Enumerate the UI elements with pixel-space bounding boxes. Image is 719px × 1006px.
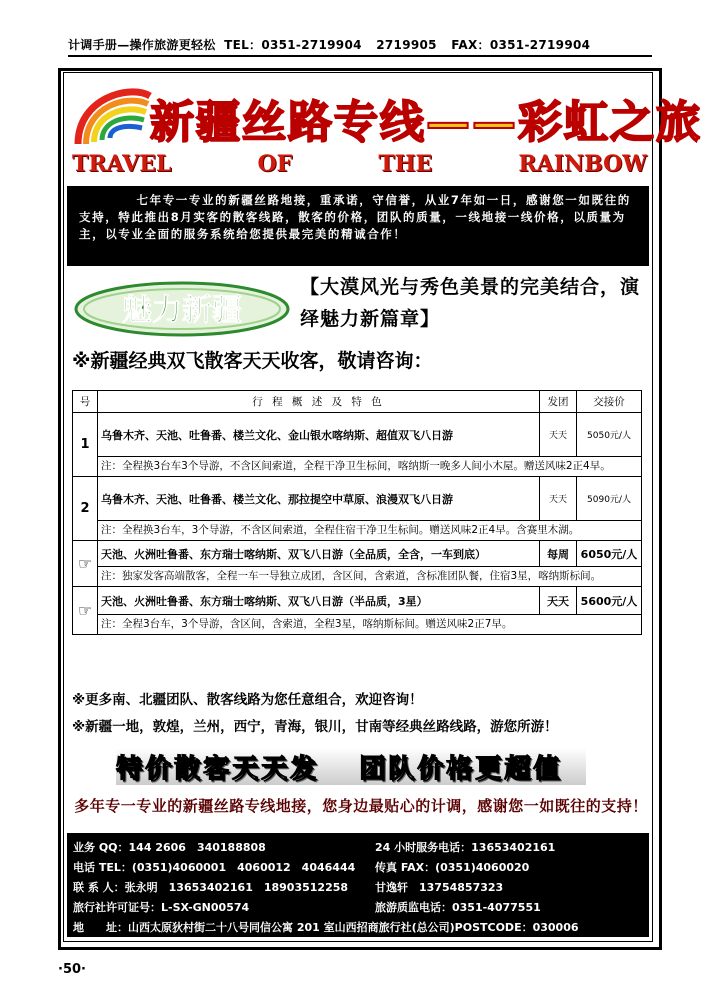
english-title-word: RAINBOW <box>518 151 647 177</box>
promo-banner <box>116 748 586 785</box>
route-departure: 天天 <box>540 477 577 521</box>
pointing-hand-icon: ☞ <box>77 601 93 620</box>
route-note: 注：全程换3台车，3个导游，不含区间索道，全程住宿干净卫生标间。赠送风味2正4早。含赛里木湖。 <box>98 521 642 541</box>
intro-paragraph: 七年专一专业的新疆丝路地接，重承诺，守信誉，从业7年如一日，感谢您一如既往的支持，特此推出8月实客的散客线路，散客的价格，团队的质量，一线地接一线价格，以质量为主，以专业全面的服务系统给您提供最完美的精诚合作！ <box>67 186 649 266</box>
route-price: 5090元/人 <box>577 477 642 521</box>
table-row <box>73 521 642 541</box>
page-number: ·50· <box>58 962 86 977</box>
table-row <box>73 567 642 587</box>
pointing-hand-icon: ☞ <box>77 554 93 573</box>
headline: ※新疆经典双飞散客天天收客，敬请咨询： <box>72 350 433 372</box>
header-tel-label: TEL： <box>224 38 262 52</box>
contact-line: 旅行社许可证号：L-SX-GN00574 <box>73 901 250 914</box>
english-title-word: TRAVEL <box>72 151 172 177</box>
header-fax-label: FAX： <box>451 38 490 52</box>
tips <box>72 687 652 741</box>
route-price: 6050元/人 <box>577 541 642 567</box>
table-row <box>73 587 642 615</box>
tip-line: ※新疆一地，敦煌，兰州，西宁，青海，银川，甘南等经典丝路线路，游您所游！ <box>72 719 558 735</box>
route-marker <box>73 541 98 587</box>
route-name: 天池、火洲吐鲁番、东方瑞士喀纳斯、双飞八日游（半品质，3星） <box>98 587 540 615</box>
route-note: 注：独家发客高端散客，全程一车一导独立成团，含区间，含索道，含标准团队餐，住宿3星，喀纳斯标间。 <box>98 567 642 587</box>
support-line: 多年专一专业的新疆丝路专线地接，您身边最贴心的计调，感谢您一如既往的支持！ <box>74 797 648 815</box>
table-row <box>73 457 642 477</box>
col-no: 号 <box>73 391 98 413</box>
col-departure: 发团 <box>540 391 577 413</box>
promo-text: 团队价格更超值 <box>359 754 563 784</box>
table-row <box>73 413 642 457</box>
route-departure: 天天 <box>540 413 577 457</box>
contact-line: 传真 FAX：(0351)4060020 <box>375 861 530 874</box>
charm-xinjiang-logo <box>72 280 292 338</box>
tip-line: ※更多南、北疆团队、散客线路为您任意组合，欢迎咨询！ <box>72 692 423 708</box>
route-note: 注：全程3台车，3个导游，含区间，含索道，全程3星，喀纳斯标间。赠送风味2正7早。 <box>98 615 642 635</box>
route-marker <box>73 587 98 635</box>
english-title-word: OF <box>257 151 293 177</box>
route-number: 1 <box>73 413 98 477</box>
route-name: 乌鲁木齐、天池、吐鲁番、楼兰文化、金山银水喀纳斯、超值双飞八日游 <box>98 413 540 457</box>
contact-line: 24 小时服务电话：13653402161 <box>375 841 556 854</box>
table-row <box>73 477 642 521</box>
header-tel2: 2719905 <box>376 38 437 52</box>
header-fax: 0351-2719904 <box>489 38 591 52</box>
route-number: 2 <box>73 477 98 541</box>
contact-line: 旅游质监电话：0351-4077551 <box>375 901 541 914</box>
main-title: 新疆丝路专线——彩虹之旅 <box>150 97 702 148</box>
rainbow-logo-icon <box>70 78 152 148</box>
contact-line: 电话 TEL：(0351)4060001 4060012 4046444 <box>73 861 356 874</box>
english-title <box>72 151 647 177</box>
route-price: 5050元/人 <box>577 413 642 457</box>
col-itinerary: 行 程 概 述 及 特 色 <box>98 391 540 413</box>
header-tel: 0351-2719904 <box>261 38 362 52</box>
header-slogan: 计调手册—操作旅游更轻松 <box>68 38 216 52</box>
running-header <box>68 36 652 57</box>
logo-text: 魅力新疆 <box>122 293 242 328</box>
contact-line: 甘逸轩 13754857323 <box>375 881 504 894</box>
route-name: 天池、火洲吐鲁番、东方瑞士喀纳斯、双飞八日游（全品质，全含，一车到底） <box>98 541 540 567</box>
english-title-word: THE <box>378 151 433 177</box>
contact-box <box>67 833 649 937</box>
route-departure: 天天 <box>540 587 577 615</box>
route-price: 5600元/人 <box>577 587 642 615</box>
contact-address: 地 址：山西太原狄村街二十八号同信公寓 201 室山西招商旅行社(总公司)POSTCODE：030006 <box>73 921 579 934</box>
slogan: 【大漠风光与秀色美景的完美结合，演绎魅力新篇章】 <box>300 276 641 330</box>
contact-line: 业务 QQ：144 2606 340188808 <box>73 841 266 854</box>
route-name: 乌鲁木齐、天池、吐鲁番、楼兰文化、那拉提空中草原、浪漫双飞八日游 <box>98 477 540 521</box>
route-note: 注：全程换3台车3个导游，不含区间索道，全程干净卫生标间，喀纳斯一晚多人间小木屋。赠送风味2正4早。 <box>98 457 642 477</box>
col-price: 交接价 <box>577 391 642 413</box>
table-header-row <box>73 391 642 413</box>
table-row <box>73 541 642 567</box>
promo-text: 特价散客天天发 <box>116 754 320 784</box>
contact-line: 联 系 人：张永明 13653402161 18903512258 <box>73 881 349 894</box>
table-row <box>73 615 642 635</box>
route-departure: 每周 <box>540 541 577 567</box>
routes-table <box>72 390 642 635</box>
